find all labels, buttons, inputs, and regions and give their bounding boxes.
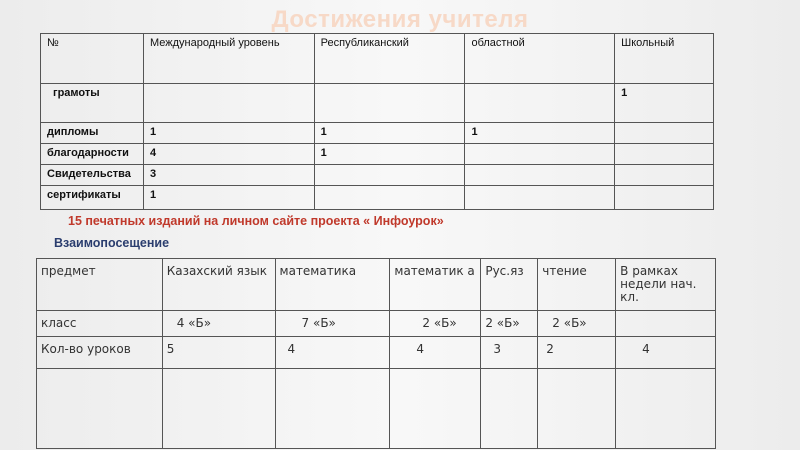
achievements-table	[40, 33, 714, 210]
table-cell: 1	[465, 123, 615, 144]
table-row	[41, 165, 714, 186]
table-cell	[615, 186, 714, 210]
table-cell: 2 «Б»	[538, 311, 616, 337]
header-cell: областной	[465, 34, 615, 84]
row-label: благодарности	[41, 144, 144, 165]
row-label: грамоты	[41, 84, 144, 123]
header-cell: Республиканский	[314, 34, 465, 84]
table-cell	[615, 165, 714, 186]
header-cell: Казахский язык	[162, 259, 275, 311]
table-cell	[465, 144, 615, 165]
table-row	[37, 337, 716, 369]
row-label: Свидетельства	[41, 165, 144, 186]
table-cell: 2	[538, 337, 616, 369]
table-cell	[616, 369, 716, 449]
table-cell	[390, 369, 481, 449]
row-label: Кол-во уроков	[37, 337, 163, 369]
table-cell	[616, 311, 716, 337]
table-cell: 3	[143, 165, 314, 186]
table-cell: 1	[615, 84, 714, 123]
header-cell: математика	[275, 259, 390, 311]
table-row	[41, 123, 714, 144]
table-cell: 2 «Б»	[390, 311, 481, 337]
table-cell: 4	[143, 144, 314, 165]
visits-table	[36, 258, 716, 449]
table-cell	[314, 84, 465, 123]
header-cell: №	[41, 34, 144, 84]
header-cell: математик а	[390, 259, 481, 311]
table-header-row	[41, 34, 714, 84]
table-row	[41, 186, 714, 210]
header-cell: Международный уровень	[143, 34, 314, 84]
table-cell: 4	[275, 337, 390, 369]
header-cell: Школьный	[615, 34, 714, 84]
table-cell	[275, 369, 390, 449]
table-cell	[538, 369, 616, 449]
table-cell	[314, 165, 465, 186]
row-label: дипломы	[41, 123, 144, 144]
table-cell: 1	[314, 123, 465, 144]
table-cell: 3	[481, 337, 538, 369]
header-cell: чтение	[538, 259, 616, 311]
table-cell: 7 «Б»	[275, 311, 390, 337]
table-cell	[314, 186, 465, 210]
publications-note: 15 печатных изданий на личном сайте проекта « Инфоурок»	[68, 214, 444, 228]
header-cell: Рус.яз	[481, 259, 538, 311]
table-row	[37, 311, 716, 337]
table-cell: 1	[143, 123, 314, 144]
page-title: Достижения учителя	[271, 6, 529, 33]
row-label: класс	[37, 311, 163, 337]
table-cell	[615, 123, 714, 144]
table-cell	[481, 369, 538, 449]
header-cell: В рамках недели нач. кл.	[616, 259, 716, 311]
table-row	[41, 84, 714, 123]
table-cell	[143, 84, 314, 123]
header-cell: предмет	[37, 259, 163, 311]
visits-heading: Взаимопосещение	[54, 236, 170, 250]
table-cell: 2 «Б»	[481, 311, 538, 337]
table-cell: 1	[314, 144, 465, 165]
table-row	[41, 144, 714, 165]
table-cell: 4 «Б»	[162, 311, 275, 337]
table-cell	[465, 84, 615, 123]
table-cell	[162, 369, 275, 449]
row-label: сертификаты	[41, 186, 144, 210]
table-cell	[615, 144, 714, 165]
table-cell	[465, 165, 615, 186]
table-cell	[465, 186, 615, 210]
table-row	[37, 369, 716, 449]
table-header-row	[37, 259, 716, 311]
table-cell: 4	[390, 337, 481, 369]
table-cell: 5	[162, 337, 275, 369]
table-cell	[37, 369, 163, 449]
table-cell: 4	[616, 337, 716, 369]
table-cell: 1	[143, 186, 314, 210]
